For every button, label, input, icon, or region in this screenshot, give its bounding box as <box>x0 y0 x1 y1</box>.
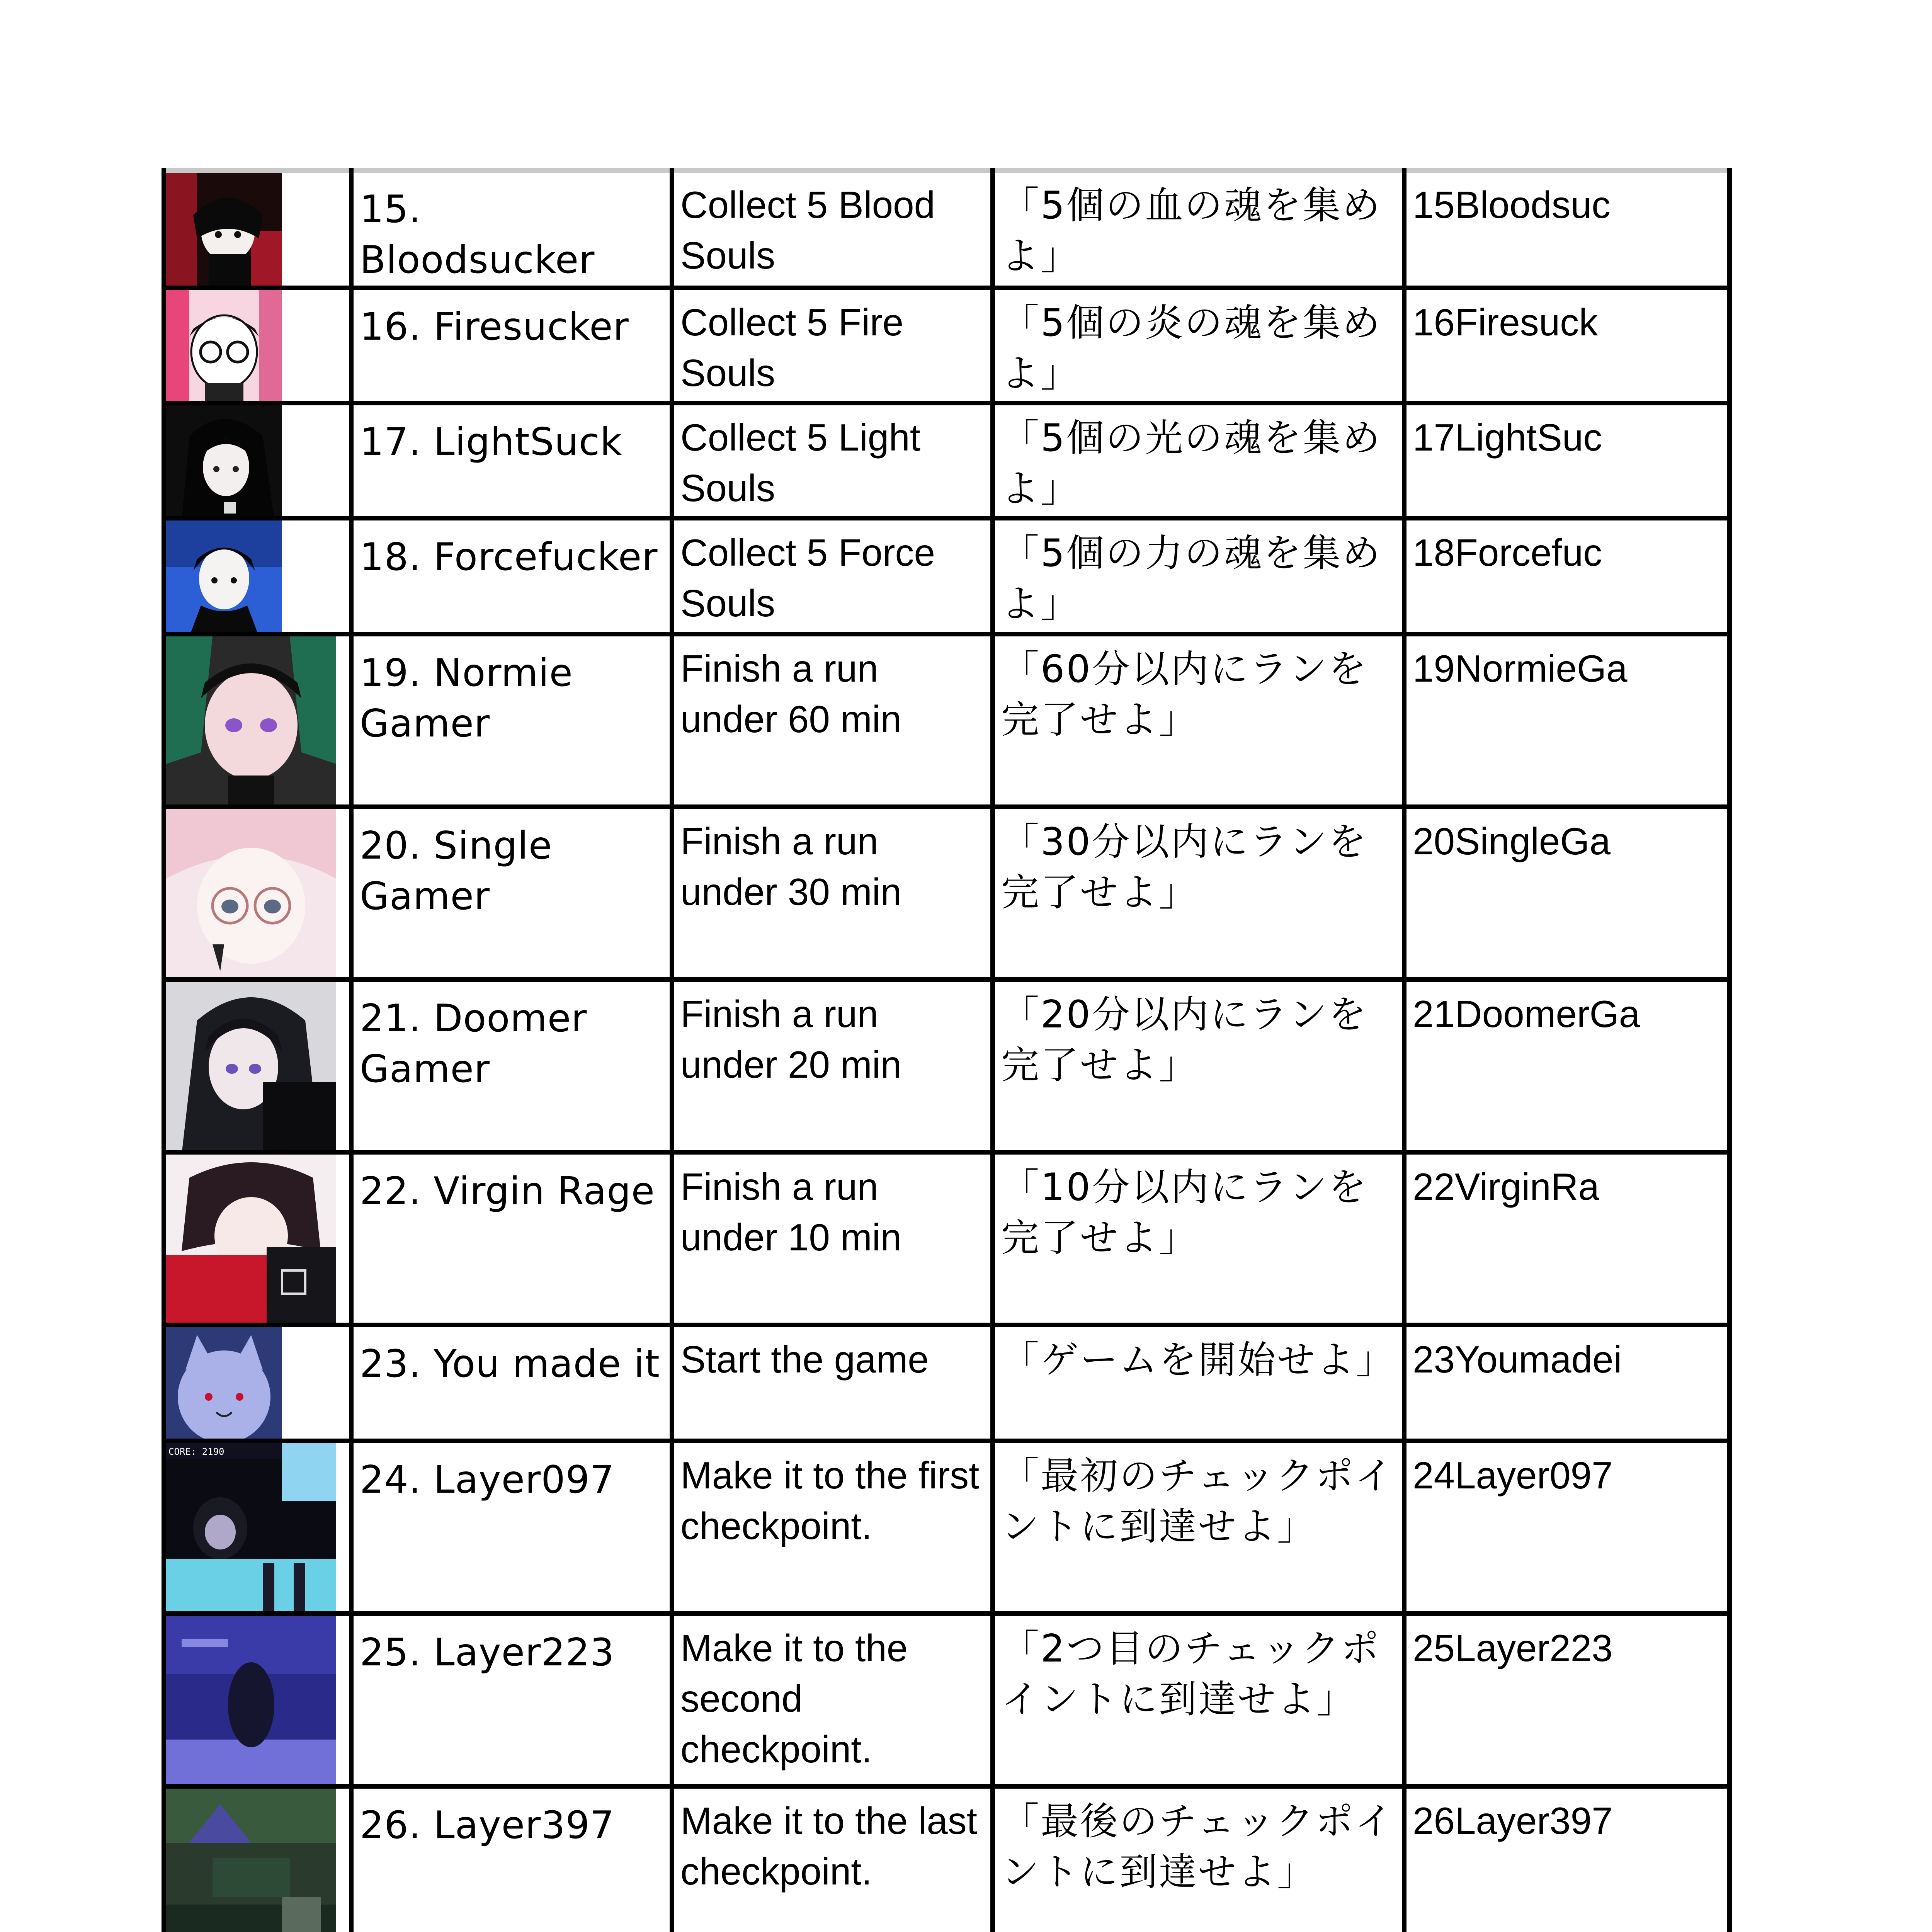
thumbnail-cell <box>164 170 351 288</box>
achievement-code: 23Youmadei <box>1404 1325 1730 1441</box>
table-row <box>164 1325 1730 1441</box>
table-row <box>164 288 1730 403</box>
achievement-code: 18Forcefuc <box>1404 518 1730 634</box>
avatar-image <box>166 405 282 518</box>
thumbnail-cell <box>164 518 351 634</box>
achievement-name: 22. Virgin Rage <box>351 1152 672 1325</box>
achievement-name: 24. Layer097 <box>351 1441 672 1614</box>
achievement-code: 25Layer223 <box>1404 1614 1730 1786</box>
achievement-name: 19. Normie Gamer <box>351 634 672 807</box>
avatar-image <box>166 520 282 634</box>
thumbnail-cell <box>164 1614 351 1786</box>
thumbnail-cell <box>164 634 351 807</box>
table-row <box>164 403 1730 518</box>
achievement-description-japanese: 「10分以内にランを完了せよ」 <box>993 1152 1404 1325</box>
achievement-description-japanese: 「ゲームを開始せよ」 <box>993 1325 1404 1441</box>
achievement-name: 25. Layer223 <box>351 1614 672 1786</box>
achievement-code: 26Layer397 <box>1404 1786 1730 1932</box>
avatar-image <box>166 982 336 1152</box>
table-row <box>164 1786 1730 1932</box>
table-row <box>164 1614 1730 1786</box>
achievement-code: 15Bloodsuc <box>1404 170 1730 288</box>
achievement-description-japanese: 「最初のチェックポイントに到達せよ」 <box>993 1441 1404 1614</box>
avatar-image <box>166 809 336 980</box>
achievement-name: 17. LightSuck <box>351 403 672 518</box>
avatar-image <box>166 290 282 403</box>
table-row <box>164 1441 1730 1614</box>
avatar-image <box>166 636 336 807</box>
achievement-name: 18. Forcefucker <box>351 518 672 634</box>
achievement-description-japanese: 「60分以内にランを完了せよ」 <box>993 634 1404 807</box>
table-row <box>164 980 1730 1152</box>
achievement-description-japanese: 「5個の炎の魂を集めよ」 <box>993 288 1404 403</box>
achievement-code: 24Layer097 <box>1404 1441 1730 1614</box>
achievement-description-japanese: 「5個の力の魂を集めよ」 <box>993 518 1404 634</box>
achievement-code: 21DoomerGa <box>1404 980 1730 1152</box>
achievement-name: 20. Single Gamer <box>351 807 672 980</box>
thumbnail-cell <box>164 807 351 980</box>
table-row <box>164 1152 1730 1325</box>
hud-text: CORE: 2190 <box>168 1446 224 1457</box>
thumbnail-cell <box>164 403 351 518</box>
achievement-description: Finish a run under 20 min <box>672 980 993 1152</box>
achievement-description: Finish a run under 30 min <box>672 807 993 980</box>
achievements-table <box>162 168 1732 1932</box>
avatar-image <box>166 1327 282 1441</box>
table-row <box>164 518 1730 634</box>
achievement-description: Collect 5 Force Souls <box>672 518 993 634</box>
achievement-code: 16Firesuck <box>1404 288 1730 403</box>
thumbnail-cell <box>164 1441 351 1614</box>
thumbnail-cell <box>164 980 351 1152</box>
achievement-description-japanese: 「5個の光の魂を集めよ」 <box>993 403 1404 518</box>
achievement-description-japanese: 「5個の血の魂を集めよ」 <box>993 170 1404 288</box>
achievement-description: Collect 5 Light Souls <box>672 403 993 518</box>
table-row <box>164 807 1730 980</box>
achievement-description: Collect 5 Fire Souls <box>672 288 993 403</box>
achievement-description: Make it to the last checkpoint. <box>672 1786 993 1932</box>
achievement-code: 20SingleGa <box>1404 807 1730 980</box>
achievement-description: Make it to the first checkpoint. <box>672 1441 993 1614</box>
achievement-name: 26. Layer397 <box>351 1786 672 1932</box>
achievement-name: 23. You made it <box>351 1325 672 1441</box>
table-row <box>164 634 1730 807</box>
thumbnail-cell <box>164 1786 351 1932</box>
thumbnail-cell <box>164 1325 351 1441</box>
achievement-description: Finish a run under 10 min <box>672 1152 993 1325</box>
achievement-name: 21. Doomer Gamer <box>351 980 672 1152</box>
achievement-description-japanese: 「最後のチェックポイントに到達せよ」 <box>993 1786 1404 1932</box>
table-row <box>164 170 1730 288</box>
achievement-description: Make it to the second checkpoint. <box>672 1614 993 1786</box>
achievement-description: Collect 5 Blood Souls <box>672 170 993 288</box>
achievement-description: Finish a run under 60 min <box>672 634 993 807</box>
achievement-code: 22VirginRa <box>1404 1152 1730 1325</box>
achievement-name: 15. Bloodsucker <box>351 170 672 288</box>
game-screenshot <box>166 1443 336 1614</box>
thumbnail-cell <box>164 288 351 403</box>
achievement-description-japanese: 「30分以内にランを完了せよ」 <box>993 807 1404 980</box>
avatar-image <box>166 173 282 288</box>
game-screenshot <box>166 1616 336 1786</box>
achievement-code: 19NormieGa <box>1404 634 1730 807</box>
achievement-code: 17LightSuc <box>1404 403 1730 518</box>
game-screenshot <box>166 1789 336 1932</box>
achievement-description-japanese: 「20分以内にランを完了せよ」 <box>993 980 1404 1152</box>
achievement-description-japanese: 「2つ目のチェックポイントに到達せよ」 <box>993 1614 1404 1786</box>
avatar-image <box>166 1155 336 1325</box>
thumbnail-cell <box>164 1152 351 1325</box>
achievement-description: Start the game <box>672 1325 993 1441</box>
achievement-name: 16. Firesucker <box>351 288 672 403</box>
